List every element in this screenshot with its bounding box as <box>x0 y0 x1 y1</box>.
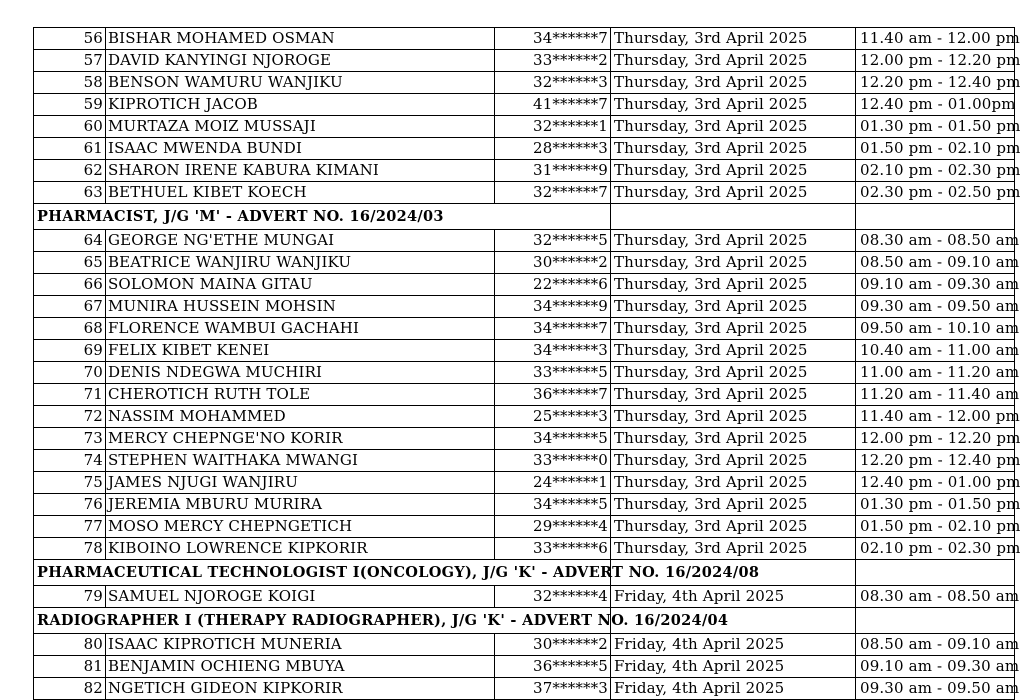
masked-id-number: 32******5 <box>495 230 611 252</box>
interview-time: 08.50 am - 09.10 am <box>856 634 1015 656</box>
candidate-name: DAVID KANYINGI NJOROGE <box>106 50 495 72</box>
table-row <box>34 138 1015 160</box>
interview-date: Thursday, 3rd April 2025 <box>611 494 856 516</box>
table-row <box>34 252 1015 274</box>
interview-time: 11.40 am - 12.00 pm <box>856 406 1015 428</box>
interview-date: Thursday, 3rd April 2025 <box>611 538 856 560</box>
row-number: 71 <box>34 384 106 406</box>
candidate-name: GEORGE NG'ETHE MUNGAI <box>106 230 495 252</box>
interview-date: Thursday, 3rd April 2025 <box>611 116 856 138</box>
masked-id-number: 25******3 <box>495 406 611 428</box>
interview-time: 11.40 am - 12.00 pm <box>856 28 1015 50</box>
interview-time: 12.20 pm - 12.40 pm <box>856 72 1015 94</box>
candidate-name: SAMUEL NJOROGE KOIGI <box>106 586 495 608</box>
table-row <box>34 516 1015 538</box>
section-header-row <box>34 560 1015 586</box>
row-number: 63 <box>34 182 106 204</box>
masked-id-number: 34******9 <box>495 296 611 318</box>
masked-id-number: 29******4 <box>495 516 611 538</box>
masked-id-number: 41******7 <box>495 94 611 116</box>
interview-date: Friday, 4th April 2025 <box>611 634 856 656</box>
masked-id-number: 32******7 <box>495 182 611 204</box>
candidate-name: MERCY CHEPNGE'NO KORIR <box>106 428 495 450</box>
row-number: 64 <box>34 230 106 252</box>
masked-id-number: 30******2 <box>495 252 611 274</box>
row-number: 65 <box>34 252 106 274</box>
masked-id-number: 24******1 <box>495 472 611 494</box>
row-number: 76 <box>34 494 106 516</box>
interview-date: Thursday, 3rd April 2025 <box>611 160 856 182</box>
candidate-name: NGETICH GIDEON KIPKORIR <box>106 678 495 700</box>
interview-time: 01.30 pm - 01.50 pm <box>856 116 1015 138</box>
table-row <box>34 586 1015 608</box>
candidate-name: ISAAC MWENDA BUNDI <box>106 138 495 160</box>
interview-time: 12.40 pm - 01.00pm <box>856 94 1015 116</box>
table-row <box>34 28 1015 50</box>
empty-cell <box>611 204 856 230</box>
interview-date: Thursday, 3rd April 2025 <box>611 450 856 472</box>
masked-id-number: 36******7 <box>495 384 611 406</box>
section-header-row <box>34 608 1015 634</box>
table-row <box>34 72 1015 94</box>
interview-date: Thursday, 3rd April 2025 <box>611 72 856 94</box>
masked-id-number: 34******3 <box>495 340 611 362</box>
candidate-name: FLORENCE WAMBUI GACHAHI <box>106 318 495 340</box>
candidate-name: STEPHEN WAITHAKA MWANGI <box>106 450 495 472</box>
masked-id-number: 32******3 <box>495 72 611 94</box>
candidate-name: MUNIRA HUSSEIN MOHSIN <box>106 296 495 318</box>
masked-id-number: 34******5 <box>495 494 611 516</box>
table-row <box>34 116 1015 138</box>
table-row <box>34 538 1015 560</box>
interview-date: Thursday, 3rd April 2025 <box>611 252 856 274</box>
interview-date: Thursday, 3rd April 2025 <box>611 94 856 116</box>
interview-time: 01.50 pm - 02.10 pm <box>856 516 1015 538</box>
table-row <box>34 428 1015 450</box>
interview-date: Friday, 4th April 2025 <box>611 678 856 700</box>
interview-time: 12.20 pm - 12.40 pm <box>856 450 1015 472</box>
candidate-name: JEREMIA MBURU MURIRA <box>106 494 495 516</box>
interview-time: 01.50 pm - 02.10 pm <box>856 138 1015 160</box>
row-number: 80 <box>34 634 106 656</box>
table-row <box>34 634 1015 656</box>
interview-date: Thursday, 3rd April 2025 <box>611 182 856 204</box>
row-number: 69 <box>34 340 106 362</box>
interview-date: Thursday, 3rd April 2025 <box>611 406 856 428</box>
row-number: 72 <box>34 406 106 428</box>
table-row <box>34 340 1015 362</box>
interview-date: Thursday, 3rd April 2025 <box>611 274 856 296</box>
table-row <box>34 678 1015 700</box>
interview-date: Thursday, 3rd April 2025 <box>611 428 856 450</box>
row-number: 56 <box>34 28 106 50</box>
interview-time: 12.00 pm - 12.20 pm <box>856 50 1015 72</box>
interview-date: Thursday, 3rd April 2025 <box>611 28 856 50</box>
table-row <box>34 182 1015 204</box>
candidate-name: BISHAR MOHAMED OSMAN <box>106 28 495 50</box>
masked-id-number: 33******2 <box>495 50 611 72</box>
candidate-name: CHEROTICH RUTH TOLE <box>106 384 495 406</box>
row-number: 79 <box>34 586 106 608</box>
interview-time: 02.10 pm - 02.30 pm <box>856 538 1015 560</box>
candidate-name: NASSIM MOHAMMED <box>106 406 495 428</box>
interview-date: Thursday, 3rd April 2025 <box>611 384 856 406</box>
interview-time: 08.30 am - 08.50 am <box>856 230 1015 252</box>
interview-time: 08.50 am - 09.10 am <box>856 252 1015 274</box>
interview-date: Thursday, 3rd April 2025 <box>611 516 856 538</box>
table-row <box>34 450 1015 472</box>
interview-date: Thursday, 3rd April 2025 <box>611 296 856 318</box>
interview-time: 12.40 pm - 01.00 pm <box>856 472 1015 494</box>
interview-time: 12.00 pm - 12.20 pm <box>856 428 1015 450</box>
masked-id-number: 33******6 <box>495 538 611 560</box>
row-number: 70 <box>34 362 106 384</box>
interview-time: 02.10 pm - 02.30 pm <box>856 160 1015 182</box>
candidate-name: MOSO MERCY CHEPNGETICH <box>106 516 495 538</box>
candidate-name: BENSON WAMURU WANJIKU <box>106 72 495 94</box>
masked-id-number: 34******5 <box>495 428 611 450</box>
masked-id-number: 34******7 <box>495 28 611 50</box>
row-number: 62 <box>34 160 106 182</box>
interview-time: 09.10 am - 09.30 am <box>856 656 1015 678</box>
interview-time: 01.30 pm - 01.50 pm <box>856 494 1015 516</box>
candidate-name: KIBOINO LOWRENCE KIPKORIR <box>106 538 495 560</box>
candidate-name: MURTAZA MOIZ MUSSAJI <box>106 116 495 138</box>
table-row <box>34 472 1015 494</box>
row-number: 60 <box>34 116 106 138</box>
table-row <box>34 656 1015 678</box>
interview-time: 09.30 am - 09.50 am <box>856 296 1015 318</box>
interview-schedule-body <box>34 28 1021 700</box>
masked-id-number: 33******5 <box>495 362 611 384</box>
interview-time: 10.40 am - 11.00 am <box>856 340 1015 362</box>
candidate-name: SHARON IRENE KABURA KIMANI <box>106 160 495 182</box>
candidate-name: KIPROTICH JACOB <box>106 94 495 116</box>
section-header-row <box>34 204 1015 230</box>
interview-date: Friday, 4th April 2025 <box>611 656 856 678</box>
empty-cell <box>856 608 1015 634</box>
masked-id-number: 37******3 <box>495 678 611 700</box>
interview-time: 08.30 am - 08.50 am <box>856 586 1015 608</box>
masked-id-number: 28******3 <box>495 138 611 160</box>
interview-schedule-table <box>33 27 1021 700</box>
interview-time: 02.30 pm - 02.50 pm <box>856 182 1015 204</box>
row-number: 61 <box>34 138 106 160</box>
interview-date: Thursday, 3rd April 2025 <box>611 318 856 340</box>
masked-id-number: 30******2 <box>495 634 611 656</box>
row-number: 75 <box>34 472 106 494</box>
row-number: 57 <box>34 50 106 72</box>
interview-date: Thursday, 3rd April 2025 <box>611 340 856 362</box>
masked-id-number: 36******5 <box>495 656 611 678</box>
table-row <box>34 362 1015 384</box>
table-row <box>34 494 1015 516</box>
candidate-name: SOLOMON MAINA GITAU <box>106 274 495 296</box>
table-row <box>34 318 1015 340</box>
masked-id-number: 31******9 <box>495 160 611 182</box>
empty-cell <box>856 204 1015 230</box>
table-row <box>34 50 1015 72</box>
candidate-name: ISAAC KIPROTICH MUNERIA <box>106 634 495 656</box>
interview-date: Thursday, 3rd April 2025 <box>611 230 856 252</box>
table-row <box>34 274 1015 296</box>
interview-time: 11.20 am - 11.40 am <box>856 384 1015 406</box>
interview-date: Thursday, 3rd April 2025 <box>611 50 856 72</box>
candidate-name: JAMES NJUGI WANJIRU <box>106 472 495 494</box>
interview-date: Thursday, 3rd April 2025 <box>611 362 856 384</box>
section-title: RADIOGRAPHER I (THERAPY RADIOGRAPHER), J/G 'K' - ADVERT NO. 16/2024/04 <box>34 608 611 634</box>
section-title: PHARMACEUTICAL TECHNOLOGIST I(ONCOLOGY), J/G 'K' - ADVERT NO. 16/2024/08 <box>34 560 611 586</box>
empty-cell <box>856 560 1015 586</box>
row-number: 59 <box>34 94 106 116</box>
table-row <box>34 94 1015 116</box>
row-number: 74 <box>34 450 106 472</box>
row-number: 67 <box>34 296 106 318</box>
candidate-name: BETHUEL KIBET KOECH <box>106 182 495 204</box>
candidate-name: DENIS NDEGWA MUCHIRI <box>106 362 495 384</box>
section-title: PHARMACIST, J/G 'M' - ADVERT NO. 16/2024/03 <box>34 204 611 230</box>
interview-time: 09.30 am - 09.50 am <box>856 678 1015 700</box>
row-number: 78 <box>34 538 106 560</box>
interview-time: 09.10 am - 09.30 am <box>856 274 1015 296</box>
table-row <box>34 296 1015 318</box>
masked-id-number: 32******1 <box>495 116 611 138</box>
row-number: 81 <box>34 656 106 678</box>
masked-id-number: 34******7 <box>495 318 611 340</box>
table-row <box>34 406 1015 428</box>
masked-id-number: 33******0 <box>495 450 611 472</box>
interview-time: 09.50 am - 10.10 am <box>856 318 1015 340</box>
row-number: 68 <box>34 318 106 340</box>
interview-time: 11.00 am - 11.20 am <box>856 362 1015 384</box>
interview-date: Thursday, 3rd April 2025 <box>611 138 856 160</box>
table-row <box>34 384 1015 406</box>
interview-date: Thursday, 3rd April 2025 <box>611 472 856 494</box>
masked-id-number: 32******4 <box>495 586 611 608</box>
interview-date: Friday, 4th April 2025 <box>611 586 856 608</box>
row-number: 58 <box>34 72 106 94</box>
row-number: 77 <box>34 516 106 538</box>
masked-id-number: 22******6 <box>495 274 611 296</box>
candidate-name: FELIX KIBET KENEI <box>106 340 495 362</box>
candidate-name: BENJAMIN OCHIENG MBUYA <box>106 656 495 678</box>
row-number: 82 <box>34 678 106 700</box>
table-row <box>34 160 1015 182</box>
candidate-name: BEATRICE WANJIRU WANJIKU <box>106 252 495 274</box>
row-number: 73 <box>34 428 106 450</box>
table-row <box>34 230 1015 252</box>
row-number: 66 <box>34 274 106 296</box>
